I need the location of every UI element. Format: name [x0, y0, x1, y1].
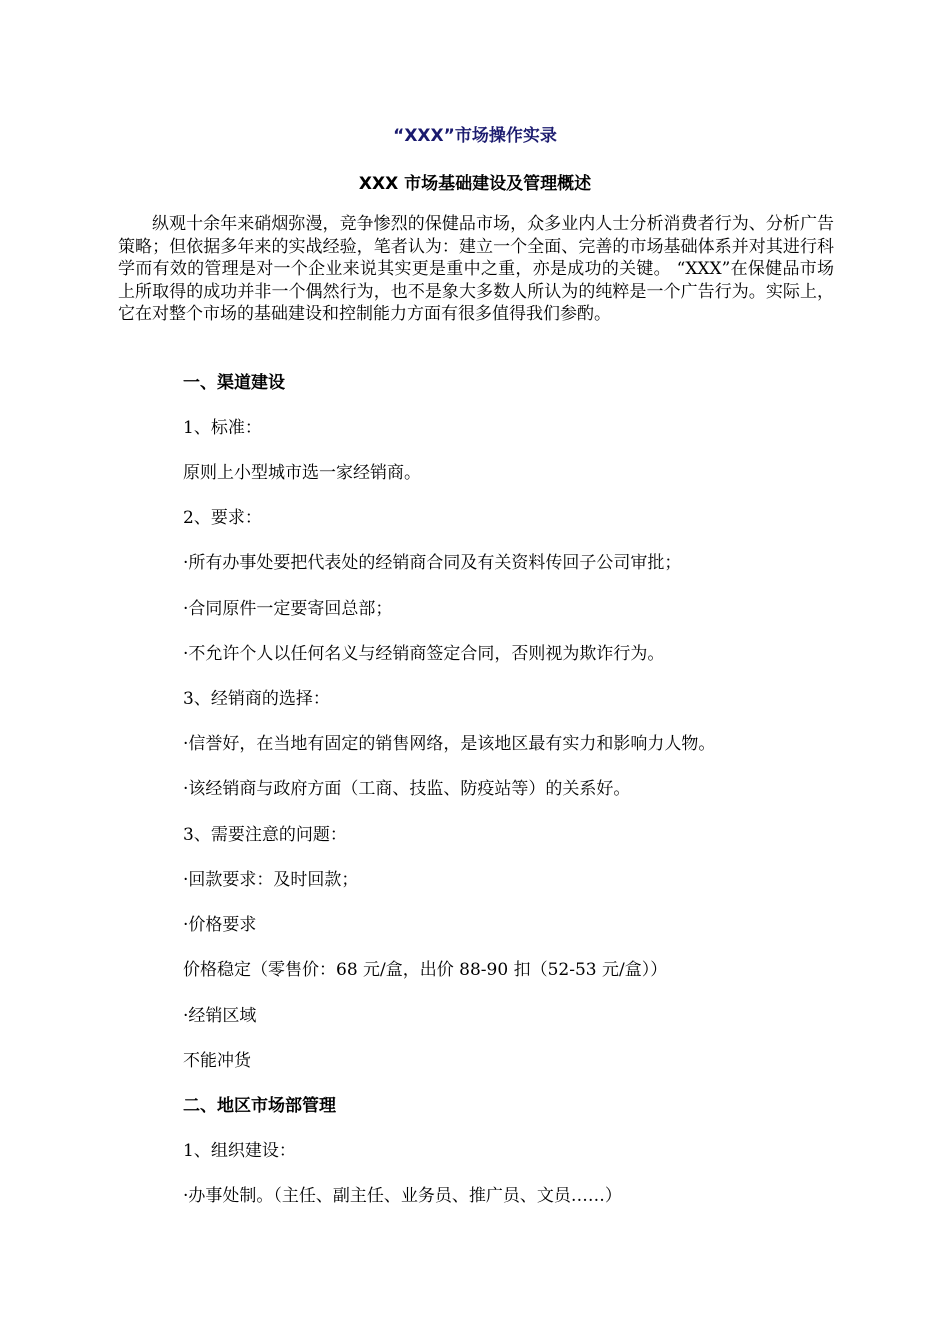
subsection-requirements: 2、要求： [183, 508, 262, 528]
body-line: 价格稳定（零售价：68 元/盒，出价 88-90 扣（52-53 元/盒）） [183, 960, 668, 980]
bullet-item: ·合同原件一定要寄回总部； [183, 599, 393, 619]
bullet-item: ·办事处制。（主任、副主任、业务员、推广员、文员……） [183, 1186, 622, 1206]
bullet-item: ·不允许个人以任何名义与经销商签定合同，否则视为欺诈行为。 [183, 644, 665, 664]
bullet-item: ·信誉好，在当地有固定的销售网络，是该地区最有实力和影响力人物。 [183, 734, 716, 754]
section-heading-channel: 一、渠道建设 [183, 373, 285, 393]
bullet-item: ·所有办事处要把代表处的经销商合同及有关资料传回子公司审批； [183, 553, 682, 573]
intro-paragraph: 纵观十余年来硝烟弥漫，竞争惨烈的保健品市场，众多业内人士分析消费者行为、分析广告策略；但依据多年来的实战经验，笔者认为：建立一个全面、完善的市场基础体系并对其进行科学而有效的管理是对一个企业来说其实更是重中之重，亦是成功的关键。 “XXX”在保健品市场上所取得的成功并非一个偶然行为，也不是象大多数人所认为的纯粹是一个广告行为。实际上，它在对整个市场的基础建设和控制能力方面有很多值得我们参酌。 [118, 214, 834, 325]
bullet-item: ·经销区域 [183, 1006, 257, 1026]
bullet-item: ·价格要求 [183, 915, 257, 935]
bullet-item: ·回款要求：及时回款； [183, 870, 359, 890]
section-heading-regional: 二、地区市场部管理 [183, 1096, 336, 1116]
bullet-item: ·该经销商与政府方面（工商、技监、防疫站等）的关系好。 [183, 779, 631, 799]
body-line: 原则上小型城市选一家经销商。 [183, 463, 421, 483]
body-line: 不能冲货 [183, 1051, 251, 1071]
document-title: “XXX”市场操作实录 [393, 126, 557, 146]
subsection-standard: 1、标准： [183, 418, 262, 438]
subsection-issues: 3、需要注意的问题： [183, 825, 347, 845]
subsection-dealer-selection: 3、经销商的选择： [183, 689, 330, 709]
subsection-organization: 1、组织建设： [183, 1141, 296, 1161]
document-subtitle: XXX 市场基础建设及管理概述 [358, 174, 592, 194]
